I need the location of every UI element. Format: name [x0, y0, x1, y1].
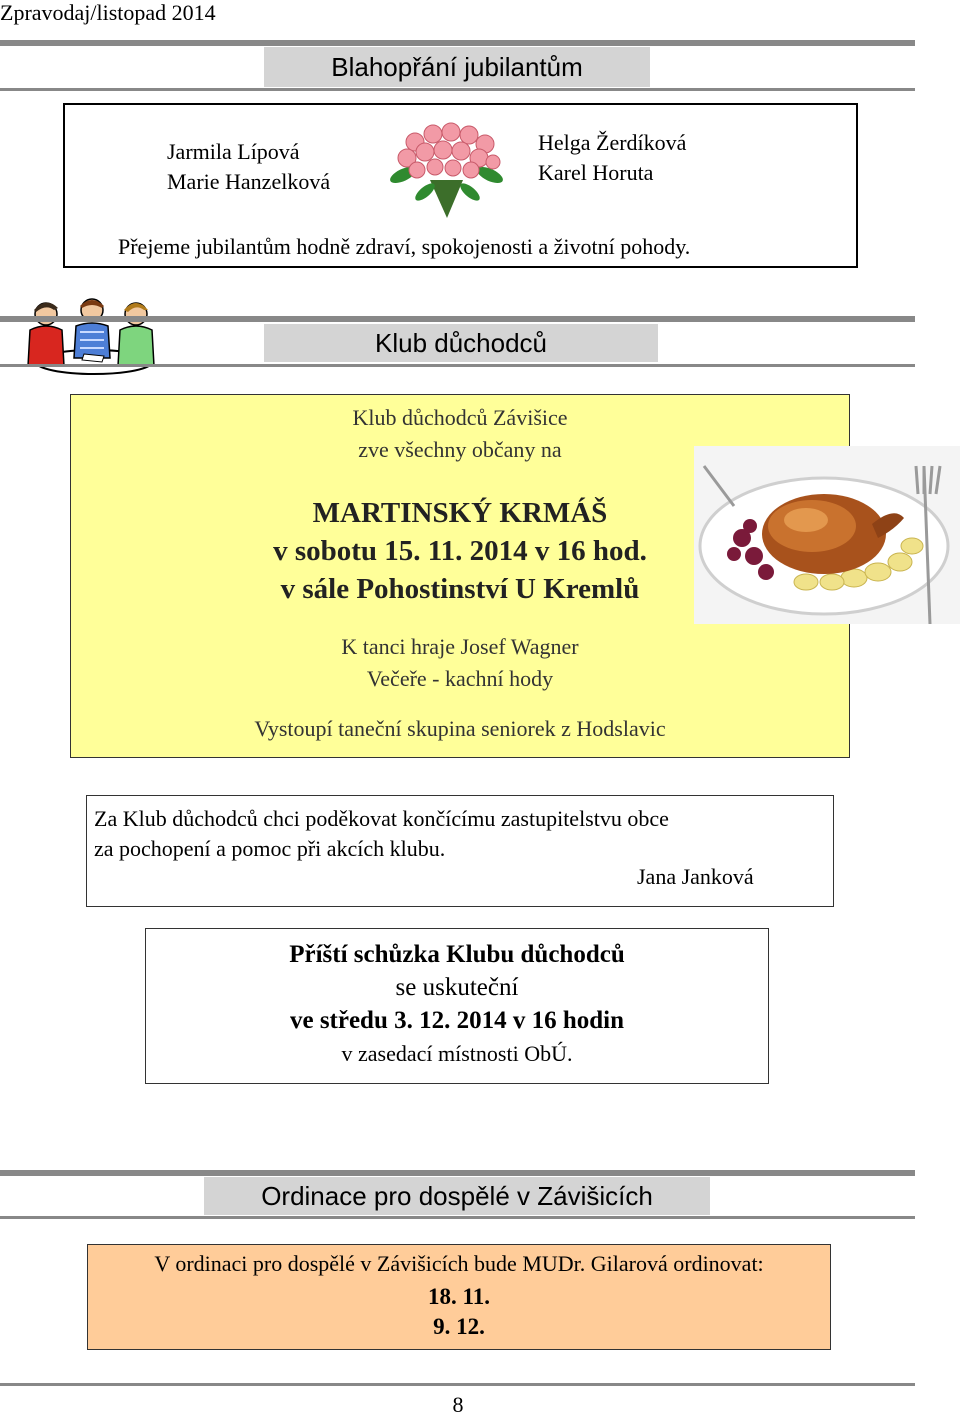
- jubilee-wish: Přejeme jubilantům hodně zdraví, spokojenosti a životní pohody.: [118, 234, 691, 259]
- clinic-text: V ordinaci pro dospělé v Závišicích bude MUDr. Gilarová ordinovat:: [154, 1251, 764, 1276]
- event-details: [230, 631, 690, 695]
- page-header-title: Zpravodaj/listopad 2014: [0, 0, 216, 25]
- event-line: MARTINSKÝ KRMÁŠ: [312, 497, 608, 529]
- section-rule: [0, 1216, 915, 1219]
- event-line: v sále Pohostinství U Kremlů: [280, 573, 640, 605]
- next-meeting-text: [145, 938, 769, 1070]
- jubilant-name: Helga Žerdíková: [538, 130, 687, 155]
- thanks-line: Za Klub důchodců chci poděkovat končícímu zastupitelstvu obce: [94, 806, 669, 831]
- event-performance: Vystoupí taneční skupina seniorek z Hodslavic: [254, 716, 666, 741]
- event-headline: [215, 494, 705, 608]
- footer-rule: [0, 1383, 915, 1386]
- club-section-title: Klub důchodců: [264, 324, 658, 362]
- meeting-line: Příští schůzka Klubu důchodců: [289, 941, 625, 968]
- clinic-date: 9. 12.: [433, 1314, 485, 1339]
- meeting-line: se uskuteční: [395, 974, 519, 1001]
- jubilant-name: Marie Hanzelková: [167, 169, 331, 194]
- roses-bouquet-image: [385, 120, 510, 220]
- clinic-date: 18. 11.: [428, 1284, 490, 1309]
- jubilant-name: Jarmila Lípová: [167, 139, 300, 164]
- jubilant-name: Karel Horuta: [538, 160, 654, 185]
- thanks-line: za pochopení a pomoc při akcích klubu.: [94, 836, 446, 861]
- meeting-line: v zasedací místnosti ObÚ.: [341, 1041, 573, 1066]
- clinic-section-title: Ordinace pro dospělé v Závišicích: [204, 1177, 710, 1215]
- clinic-dates: [87, 1282, 831, 1342]
- thanks-signature: Jana Janková: [637, 864, 754, 889]
- jubilee-names-right: [538, 128, 686, 188]
- section-rule: [0, 88, 915, 91]
- jubilee-names-left: [167, 137, 330, 197]
- detail-line: Večeře - kachní hody: [366, 666, 554, 691]
- page-number: 8: [452, 1392, 464, 1417]
- event-line: v sobotu 15. 11. 2014 v 16 hod.: [273, 535, 647, 567]
- section-rule: [0, 1170, 915, 1176]
- section-rule: [0, 40, 915, 46]
- section-rule: [0, 364, 915, 367]
- intro-line: Klub důchodců Závišice: [352, 405, 568, 430]
- detail-line: K tanci hraje Josef Wagner: [341, 634, 579, 659]
- people-at-table-image: [24, 296, 158, 380]
- event-intro: [260, 402, 660, 466]
- jubilee-section-title: Blahopřání jubilantům: [264, 47, 650, 87]
- section-rule: [0, 316, 915, 322]
- meeting-line: ve středu 3. 12. 2014 v 16 hodin: [289, 1007, 625, 1034]
- thanks-text: [94, 804, 669, 864]
- intro-line: zve všechny občany na: [358, 437, 562, 462]
- roast-duck-image: [694, 446, 960, 624]
